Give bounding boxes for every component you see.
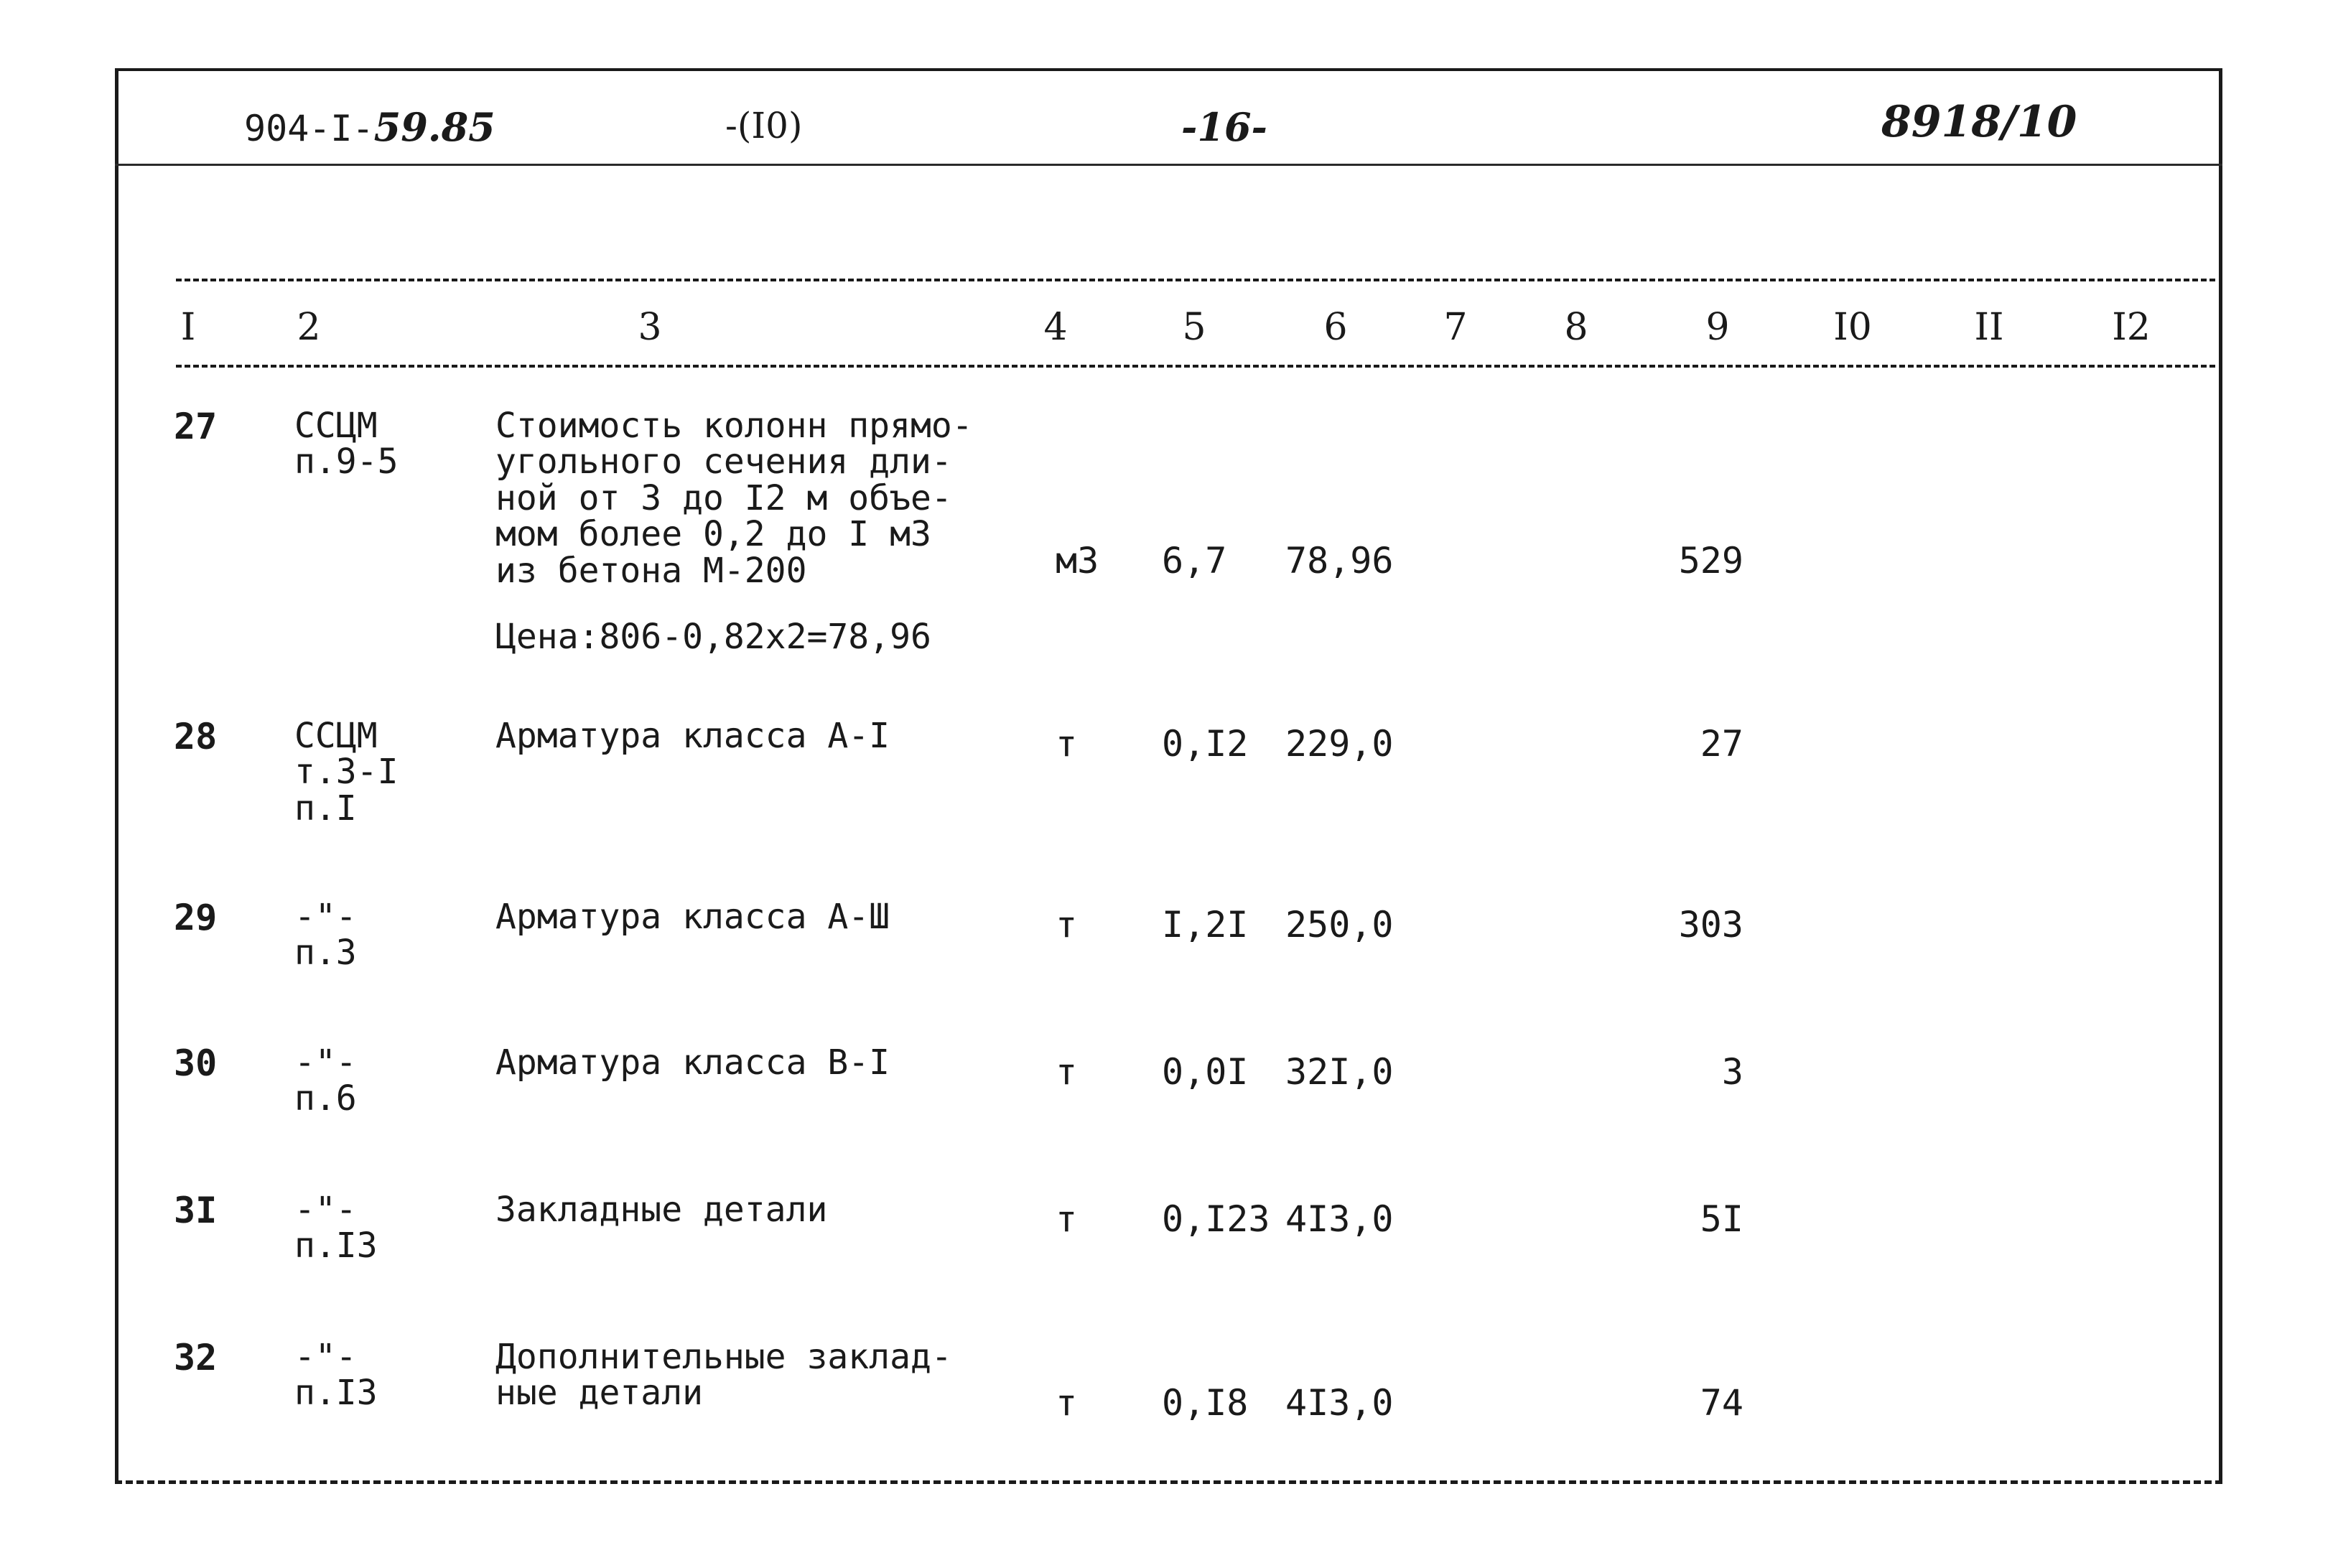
row-reference: -"- п.I3 <box>294 1190 378 1266</box>
row-unit: т <box>1056 904 1078 946</box>
row-price-note: Цена:806-0,82х2=78,96 <box>495 617 931 657</box>
row-quantity: 0,I2 <box>1162 723 1249 765</box>
row-reference: -"- п.6 <box>294 1042 357 1119</box>
row-total: 74 <box>1700 1382 1743 1424</box>
row-total: 303 <box>1678 904 1743 946</box>
row-unit-price: 4I3,0 <box>1285 1198 1394 1240</box>
row-reference: -"- п.3 <box>294 897 357 974</box>
row-unit-price: 250,0 <box>1285 904 1394 946</box>
row-quantity: 6,7 <box>1162 540 1227 582</box>
column-number-4: 4 <box>1043 306 1068 349</box>
row-description: Арматура класса А-Ш <box>495 897 890 937</box>
column-number-6: 6 <box>1323 306 1348 349</box>
column-number-8: 8 <box>1564 306 1588 349</box>
inventory-number: 8918/10 <box>1881 97 2077 147</box>
header-divider <box>115 164 2222 166</box>
row-quantity: 0,I23 <box>1162 1198 1270 1240</box>
column-number-11: II <box>1974 306 2004 349</box>
column-number-7: 7 <box>1443 306 1468 349</box>
row-reference: ССЦМ п.9-5 <box>294 406 399 482</box>
row-unit-price: 4I3,0 <box>1285 1382 1394 1424</box>
document-code-suffix: 59.85 <box>373 104 495 150</box>
row-quantity: I,2I <box>1162 904 1249 946</box>
row-quantity: 0,I8 <box>1162 1382 1249 1424</box>
row-unit: т <box>1056 1198 1078 1240</box>
column-number-2: 2 <box>297 306 321 349</box>
row-index: 27 <box>174 406 218 447</box>
frame-bottom-border <box>115 1480 2222 1484</box>
row-description: Арматура класса В-I <box>495 1042 890 1083</box>
document-code-prefix: 904-I- <box>244 108 374 149</box>
row-description: Стоимость колонн прямо- угольного сечения дли- ной от 3 до I2 м объе- мом более 0,2 до I м3 из бетона М-200 <box>495 406 973 591</box>
row-unit-price: 78,96 <box>1285 540 1394 582</box>
row-unit-price: 229,0 <box>1285 723 1394 765</box>
row-unit: т <box>1056 723 1078 765</box>
page-number: -16- <box>1181 104 1267 150</box>
column-number-9: 9 <box>1705 306 1730 349</box>
row-index: 32 <box>174 1337 218 1378</box>
document-code <box>244 104 495 150</box>
row-index: 3I <box>174 1190 218 1231</box>
row-description: Дополнительные заклад- ные детали <box>495 1337 952 1414</box>
row-description: Арматура класса А-I <box>495 716 890 756</box>
row-total: 27 <box>1700 723 1743 765</box>
column-number-3: 3 <box>638 306 662 349</box>
row-index: 28 <box>174 716 218 757</box>
row-unit: т <box>1056 1051 1078 1093</box>
row-reference: -"- п.I3 <box>294 1337 378 1414</box>
row-unit: т <box>1056 1382 1078 1424</box>
column-number-10: I0 <box>1833 306 1872 349</box>
row-total: 3 <box>1721 1051 1743 1093</box>
column-number-1: I <box>180 306 196 349</box>
row-quantity: 0,0I <box>1162 1051 1249 1093</box>
table-top-rule <box>176 279 2215 281</box>
column-number-5: 5 <box>1182 306 1206 349</box>
row-description: Закладные детали <box>495 1190 828 1230</box>
table-header-rule <box>176 365 2215 368</box>
sheet-number: -(I0) <box>725 105 803 146</box>
row-reference: ССЦМ т.3-I п.I <box>294 716 399 829</box>
row-index: 29 <box>174 897 218 938</box>
row-total: 529 <box>1678 540 1743 582</box>
column-number-12: I2 <box>2112 306 2151 349</box>
row-index: 30 <box>174 1042 218 1084</box>
row-unit: м3 <box>1056 540 1099 582</box>
row-unit-price: 32I,0 <box>1285 1051 1394 1093</box>
row-total: 5I <box>1700 1198 1743 1240</box>
